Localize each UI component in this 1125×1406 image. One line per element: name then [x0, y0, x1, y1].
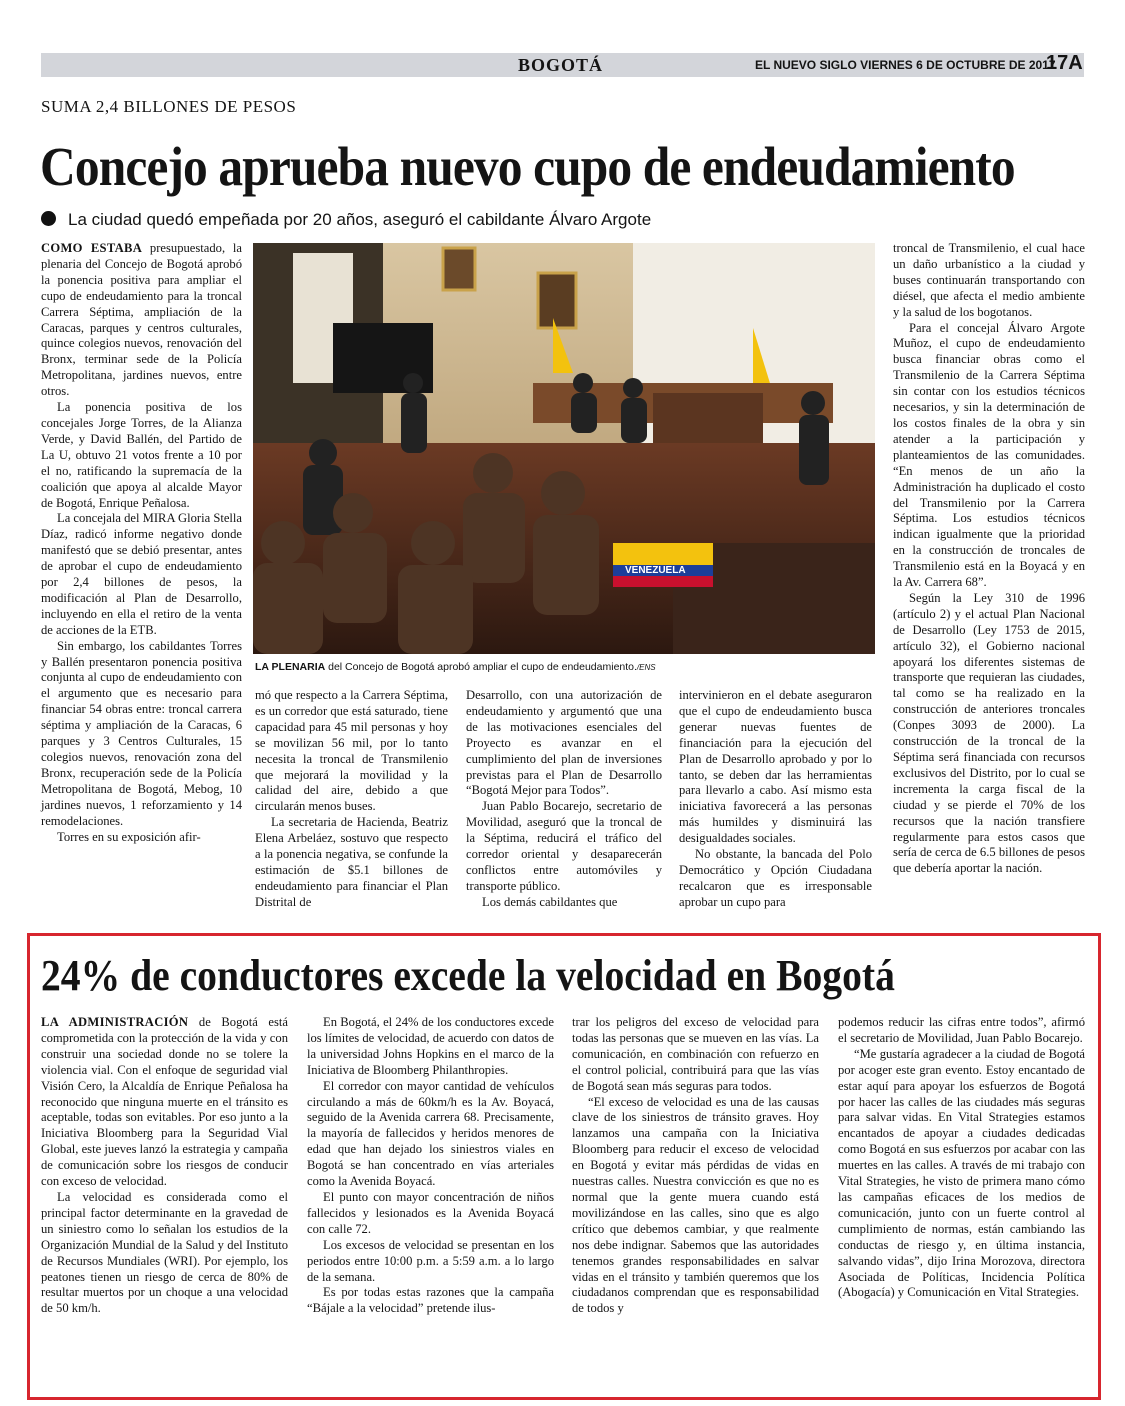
caption-text: del Concejo de Bogotá aprobó ampliar el cupo de endeudamiento. — [325, 661, 637, 673]
article1-column-4 — [679, 688, 872, 911]
paragraph: Juan Pablo Bocarejo, secretario de Movilidad, aseguró que la troncal de la Séptima, reducirá el tráfico del corredor oriental y desaparecerán conflictos entre automóviles y transporte público. — [466, 799, 662, 893]
plenary-photo-illustration — [253, 243, 875, 654]
paragraph: “El exceso de velocidad es una de las causas clave de los siniestros de tránsito graves. Hoy lanzamos una campaña con la Iniciativa Bloomberg para reducir el exceso de velocidad en Bogotá y evitar más pérdidas de vidas en nuestras calles. Nuestra convicción es que no es normal que la gente muera cuando está movilizándose en las calles, sino que es algo crítico que debemos cambiar, y que realmente nos debe indignar. Sabemos que las autoridades tenemos grandes responsabilidades en salvar vidas en el tránsito y también queremos que los ciudadanos comprendan que es responsabilidad de todos y — [572, 1094, 819, 1316]
caption-credit: /ENS — [636, 663, 656, 672]
paragraph: La velocidad es considerada como el principal factor determinante en la gravedad de un siniestro como lo señalan los estudios de la Organización Mundial de la Salud y del Instituto de Recursos Mundiales (WRI). Por ejemplo, los peatones tienen un riesgo de cerca de 80% de resultar muertos por un choque a una velocidad de 50 km/h. — [41, 1189, 288, 1316]
photo-caption — [255, 661, 875, 673]
page-number: 17A — [1046, 52, 1083, 74]
article2-column-4 — [838, 1015, 1085, 1301]
lead-in: COMO ESTABA — [41, 241, 143, 255]
article1-column-5 — [893, 241, 1085, 877]
paragraph: El corredor con mayor cantidad de vehículos circulando a más de 60km/h es la Av. Boyacá, seguido de la Avenida carrera 68. Precisamente, la mayoría de fallecidos y heridos menores de edad que han dejado los siniestros viales en Bogotá se han concentrado en vías arteriales como la Avenida Boyacá. — [307, 1078, 554, 1189]
article2-column-3 — [572, 1015, 819, 1317]
plenary-photo — [253, 243, 875, 654]
paragraph: Los demás cabildantes que — [482, 894, 618, 909]
paragraph: intervinieron en el debate aseguraron que el cupo de endeudamiento busca generar nuevas fuentes de financiación para la ejecución del Plan de Desarrollo aprobado y por lo tanto, se deben dar las herramientas para llevarlo a cabo. Así mismo esta iniciativa favorecerá a las personas más humildes y disminuirá las desigualdades sociales. — [679, 688, 872, 846]
article1-column-3 — [466, 688, 662, 911]
paragraph: Es por todas estas razones que la campaña “Bájale a la velocidad” pretende ilus- — [307, 1285, 554, 1316]
paragraph: Para el concejal Álvaro Argote Muñoz, el cupo de endeudamiento busca financiar obras como el Transmilenio de la Carrera Séptima sin contar con los estudios técnicos necesarios, y sin la determinación de los costos finales de la obra y sin atender a la participación y planteamientos de las comunidades. “En menos de un año la Administración ha duplicado el costo del Transmilenio por la Carrera Séptima. Los estudios técnicos indican igualmente que la prioridad en la construcción de troncales de Transmilenio está en la Boyacá y en la Av. Carrera 68”. — [893, 320, 1085, 590]
paragraph: Sin embargo, los cabildantes Torres y Ballén presentaron ponencia positiva conjunta al cupo de endeudamiento con el argumento que es necesario para financiar 54 obras entre: troncal carrera séptima y ampliación de la Caracas, 6 parques y 3 Centros Culturales, 15 colegios nuevos, renovación zona del Bronx, recuperación sede de la Policía Metropolitana de Bogotá, Mebog, 10 jardines nuevos, 1 reforzamiento y 14 remodelaciones. — [41, 638, 242, 828]
paragraph: Los excesos de velocidad se presentan en los periodos entre 10:00 p.m. a 5:59 a.m. a lo largo de la semana. — [307, 1237, 554, 1284]
paragraph: En Bogotá, el 24% de los conductores excede los límites de velocidad, de acuerdo con datos de la universidad Johns Hopkins en el marco de la Iniciativa de Bloomberg Philanthropies. — [307, 1015, 554, 1077]
paragraph: No obstante, la bancada del Polo Democrático y Opción Ciudadana recalcaron que es irresponsable aprobar un cupo para — [679, 847, 872, 909]
lead-in: LA ADMINISTRACIÓN — [41, 1015, 189, 1029]
paragraph: Según la Ley 310 de 1996 (artículo 2) y el actual Plan Nacional de Desarrollo (Ley 1753 de 2015, artículo 32), el Gobierno nacional apoyará los diferentes sistemas de transporte que requieran las ciudades, tal como se ha realizado en la construcción de anteriores troncales (Conpes 3093 de 2000). La construcción de la troncal de la Séptima será financiada con recursos exclusivos del Distrito, por lo cual se incrementa la carga fiscal de la ciudad y se pierde el 70% de los recursos que la nación transfiere regularmente para estos casos que sería de cerca de 6.5 billones de pesos que debería aportar la nación. — [893, 590, 1085, 876]
article-dek — [41, 210, 651, 230]
paragraph: trar los peligros del exceso de velocidad para todas las personas que se mueven en las vías. La comunicación, en combinación con refuerzo en el control policial, contribuirá para que las vías de Bogotá sean más seguras para todos. — [572, 1015, 819, 1093]
paragraph: La concejala del MIRA Gloria Stella Díaz, radicó informe negativo donde manifestó que se debió presentar, antes de aprobar el cupo de endeudamiento por 2,4 billones de pesos, la modificación al Plan de Desarrollo, incluyendo en ella el retiro de la venta de acciones de la ETB. — [41, 511, 242, 637]
paragraph: troncal de Transmilenio, el cual hace un daño urbanístico a la ciudad y buses continuarán transportando con diésel, que afecta el medio ambiente y la salud de los bogotanos. — [893, 241, 1085, 319]
caption-lead: LA PLENARIA — [255, 661, 326, 673]
article1-column-1 — [41, 241, 242, 845]
paragraph: LA ADMINISTRACIÓN de Bogotá está comprometida con la protección de la vida y con construir una sociedad donde no se tolere la violencia vial. Con el enfoque de seguridad vial Visión Cero, la Alcaldía de Enrique Peñalosa ha reconocido que ninguna muerte en el tránsito es aceptable, todas son evitables. Por eso junto a la Iniciativa Bloomberg para la Seguridad Vial Global, este jueves lanzó la estrategia y campaña de comunicación sobre los riesgos de conducir con exceso de velocidad. — [41, 1015, 288, 1189]
paragraph: La ponencia positiva de los concejales Jorge Torres, de la Alianza Verde, y David Ballén, del Partido de La U, obtuvo 21 votos frente a 10 por el no, ratificando la supremacía de la coalición que apoya al alcalde Mayor de Bogotá, Enrique Peñalosa. — [41, 400, 242, 510]
paragraph: Torres en su exposición afir- — [57, 829, 201, 844]
article-headline: Concejo aprueba nuevo cupo de endeudamiento — [40, 136, 1015, 197]
paragraph: La secretaria de Hacienda, Beatriz Elena Arbeláez, sostuvo que respecto a la ponencia negativa, se confunde la estimación de $5.1 billones de endeudamiento para financiar el Plan Distrital de — [255, 815, 448, 909]
bullet-icon — [41, 211, 56, 226]
boxed-article-headline: 24% de conductores excede la velocidad en Bogotá — [41, 951, 895, 1000]
masthead-date: EL NUEVO SIGLO VIERNES 6 DE OCTUBRE DE 2017 — [755, 58, 1056, 72]
article-kicker: SUMA 2,4 BILLONES DE PESOS — [41, 97, 297, 116]
article1-column-2 — [255, 688, 448, 911]
paragraph: Desarrollo, con una autorización de endeudamiento y argumentó que una de las motivaciones esenciales del Proyecto es avanzar en el cumplimiento del plan de inversiones previstas para el Plan de Desarrollo “Bogotá Mejor para Todos”. — [466, 688, 662, 798]
paragraph: El punto con mayor concentración de niños fallecidos y lesionados es la Avenida Boyacá con calle 72. — [307, 1189, 554, 1236]
article2-column-1 — [41, 1015, 288, 1317]
section-label: BOGOTÁ — [518, 55, 604, 75]
dek-text: La ciudad quedó empeñada por 20 años, aseguró el cabildante Álvaro Argote — [68, 210, 652, 229]
paragraph: “Me gustaría agradecer a la ciudad de Bogotá por acoger este gran evento. Estoy encantado de estar aquí para apoyar los esfuerzos de Bogotá por hacer las calles de las ciudades más seguras para salvar vidas. En Vital Strategies estamos encantados de apoyar a ciudades dedicadas como Bogotá en sus esfuerzos por acabar con las muertes en las calles. A través de mi trabajo con Vital Strategies, he visto de primera mano cómo las campañas eficaces de los medios de comunicación, junto con un fuerte control al cumplimiento de normas, están cambiando las conductas de riesgo y, en última instancia, salvando vidas”, dijo Irina Morozova, directora Asociada de Políticas, Incidencia Política (Abogacía) y Comunicación en Vital Strategies. — [838, 1046, 1085, 1300]
paragraph: mó que respecto a la Carrera Séptima, es un corredor que está saturado, tiene capacidad para 45 mil personas y hoy se movilizan 56 mil, por lo tanto necesita la troncal de Transmilenio que mejorará la movilidad y la calidad del aire, debido a que circularán menos buses. — [255, 688, 448, 814]
paragraph: COMO ESTABA presupuestado, la plenaria del Concejo de Bogotá aprobó la ponencia positiva para ampliar el cupo de endeudamiento para la troncal Carrera Séptima, ampliación de la Caracas, parques y centros culturales, quince colegios nuevos, renovación del Bronx, terminar sede de la Policía Metropolitana, jardines nuevos, entre otros. — [41, 241, 242, 399]
article2-column-2 — [307, 1015, 554, 1317]
photo-banner-text: VENEZUELA — [625, 565, 686, 576]
paragraph: podemos reducir las cifras entre todos”, afirmó el secretario de Movilidad, Juan Pablo Bocarejo. — [838, 1015, 1085, 1045]
